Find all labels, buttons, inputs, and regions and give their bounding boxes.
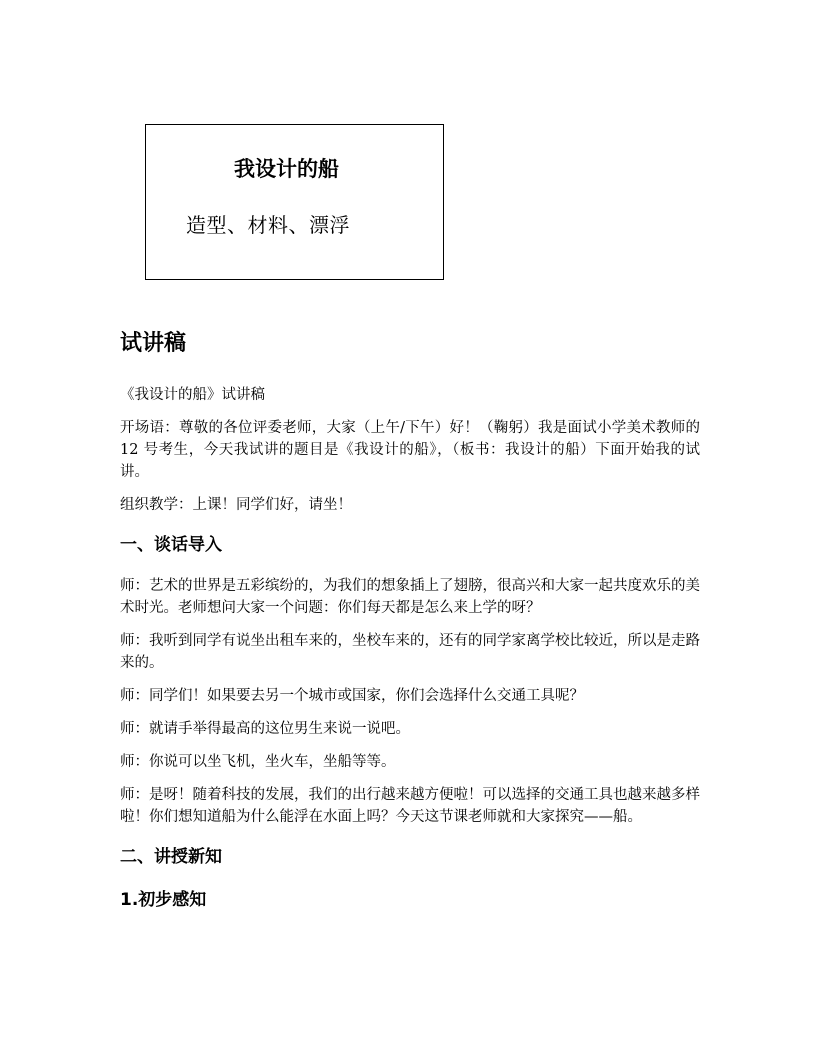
document-title: 《我设计的船》试讲稿 bbox=[120, 387, 265, 403]
organize-paragraph: 组织教学：上课！同学们好，请坐！ bbox=[120, 497, 352, 513]
section-heading-new-knowledge: 二、讲授新知 bbox=[120, 847, 222, 867]
dialogue-paragraph: 师：就请手举得最高的这位男生来说一说吧。 bbox=[120, 721, 410, 737]
dialogue-paragraph: 师：同学们！如果要去另一个城市或国家，你们会选择什么交通工具呢？ bbox=[120, 688, 584, 704]
subsection-heading: 1.初步感知 bbox=[120, 890, 207, 910]
section-heading-intro: 一、谈话导入 bbox=[120, 535, 222, 555]
dialogue-paragraph: 师：我听到同学有说坐出租车来的，坐校车来的，还有的同学家离学校比较近，所以是走路来的。 bbox=[120, 633, 700, 671]
board-subtitle: 造型、材料、漂浮 bbox=[186, 213, 350, 237]
blackboard-box bbox=[145, 124, 444, 280]
dialogue-paragraph: 师：你说可以坐飞机，坐火车，坐船等等。 bbox=[120, 754, 396, 770]
dialogue-paragraph: 师：艺术的世界是五彩缤纷的，为我们的想象插上了翅膀，很高兴和大家一起共度欢乐的美术时光。老师想问大家一个问题：你们每天都是怎么来上学的呀？ bbox=[120, 578, 700, 616]
document-body bbox=[120, 328, 700, 930]
dialogue-paragraph: 师：是呀！随着科技的发展，我们的出行越来越方便啦！可以选择的交通工具也越来越多样啦！你们想知道船为什么能浮在水面上吗？今天这节课老师就和大家探究——船。 bbox=[120, 787, 700, 825]
page-heading: 试讲稿 bbox=[120, 331, 187, 356]
board-title: 我设计的船 bbox=[234, 157, 339, 181]
intro-paragraph: 开场语：尊敬的各位评委老师，大家（上午/下午）好！（鞠躬）我是面试小学美术教师的 12 号考生，今天我试讲的题目是《我设计的船》，（板书：我设计的船）下面开始我的试讲。 bbox=[120, 420, 700, 480]
